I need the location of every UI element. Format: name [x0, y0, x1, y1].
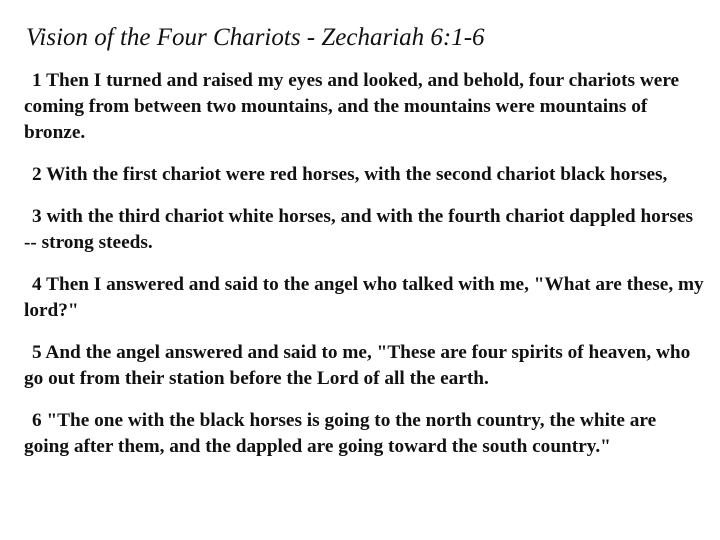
verse-text: Then I answered and said to the angel who talked with me, "What are these, my lord?" — [24, 274, 704, 321]
verse-text: with the third chariot white horses, and with the fourth chariot dappled horses -- strong steeds. — [24, 206, 693, 253]
verse-1 — [24, 68, 704, 146]
verse-2 — [24, 162, 704, 188]
verse-3 — [24, 204, 704, 256]
slide-title: Vision of the Four Chariots - Zechariah 6:1-6 — [26, 24, 485, 51]
verse-5 — [24, 340, 704, 392]
verse-number: 2 — [32, 164, 42, 185]
verse-list — [24, 68, 704, 476]
verse-text: And the angel answered and said to me, "These are four spirits of heaven, who go out from their station before the Lord of all the earth. — [24, 342, 691, 389]
verse-6 — [24, 408, 704, 460]
verse-number: 5 — [32, 342, 42, 363]
verse-4 — [24, 272, 704, 324]
verse-number: 3 — [32, 206, 42, 227]
verse-number: 1 — [32, 70, 42, 91]
verse-text: "The one with the black horses is going to the north country, the white are going after them, and the dappled are going toward the south country." — [24, 410, 657, 457]
verse-text: With the first chariot were red horses, with the second chariot black horses, — [46, 164, 668, 185]
verse-text: Then I turned and raised my eyes and looked, and behold, four chariots were coming from between two mountains, and the mountains were mountains of bronze. — [24, 70, 680, 143]
verse-number: 6 — [32, 410, 42, 431]
verse-number: 4 — [32, 274, 42, 295]
